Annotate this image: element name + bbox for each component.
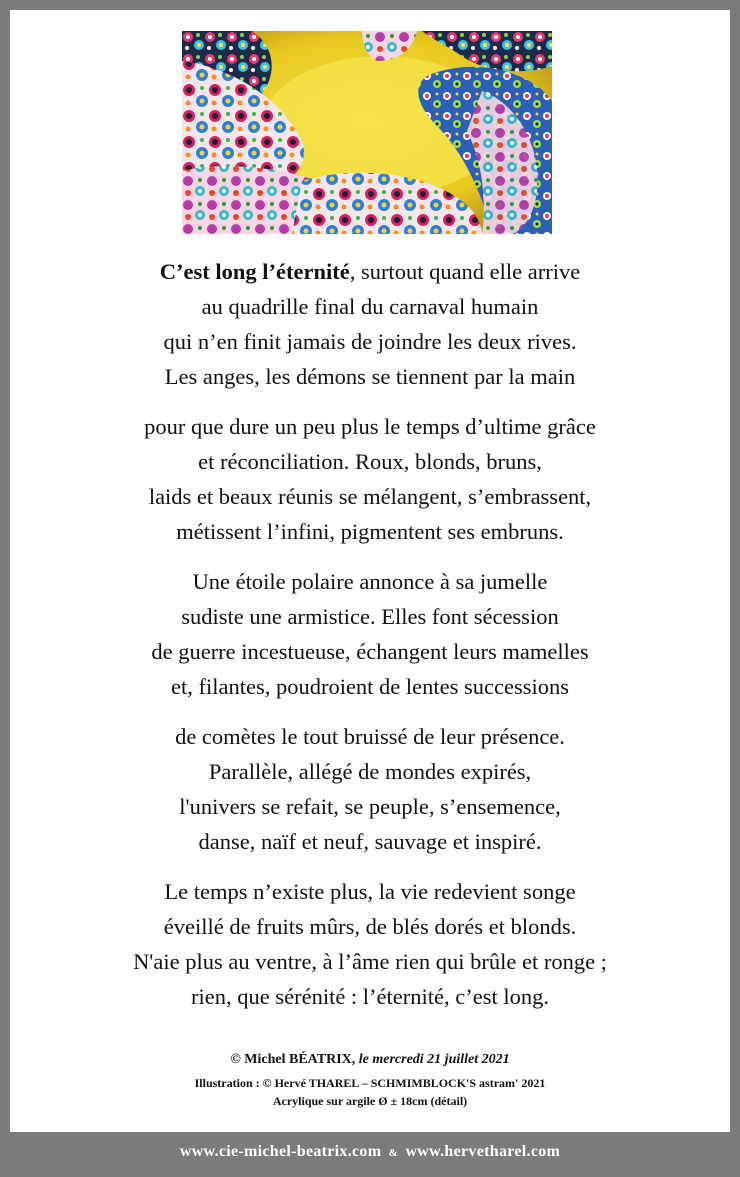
illustration-image — [182, 31, 552, 234]
credits — [10, 1050, 730, 1110]
poem-line: et, filantes, poudroient de lentes successions — [170, 674, 570, 699]
stanza-1 — [10, 254, 730, 394]
poem-line: danse, naïf et neuf, sauvage et inspiré. — [198, 829, 542, 854]
illustration-medium: Acrylique sur argile Ø ± 18cm (détail) — [272, 1094, 468, 1108]
poem-line: N'aie plus au ventre, à l’âme rien qui brûle et ronge ; — [133, 949, 607, 974]
ampersand: & — [388, 1147, 399, 1159]
poem-line: de comètes le tout bruissé de leur présence. — [175, 724, 565, 749]
poem-line: pour que dure un peu plus le temps d’ultime grâce — [144, 414, 596, 439]
poem-line: Le temps n’existe plus, la vie redevient songe — [164, 879, 576, 904]
poem-title-phrase: C’est long l’éternité — [159, 259, 350, 284]
stanza-3 — [10, 564, 730, 704]
poem-line: métissent l’infini, pigmentent ses embruns. — [176, 519, 564, 544]
poem-line-text: , surtout quand elle arrive — [349, 259, 581, 284]
poem-line: l'univers se refait, se peuple, s’ensemence, — [179, 794, 561, 819]
stanza-5 — [10, 874, 730, 1014]
author-signature — [10, 1050, 730, 1070]
stanza-2 — [10, 409, 730, 549]
poem-line: qui n’en finit jamais de joindre les deux rives. — [163, 329, 577, 354]
link-hervetharel[interactable]: www.hervetharel.com — [405, 1143, 561, 1160]
poem-card — [10, 10, 730, 1132]
poem-line: laids et beaux réunis se mélangent, s’embrassent, — [148, 484, 592, 509]
stanza-4 — [10, 719, 730, 859]
poem-line: de guerre incestueuse, échangent leurs mamelles — [151, 639, 589, 664]
poem-line: rien, que sérénité : l’éternité, c’est long. — [191, 984, 549, 1009]
poem-line: Les anges, les démons se tiennent par la main — [164, 364, 576, 389]
link-cie-michel-beatrix[interactable]: www.cie-michel-beatrix.com — [179, 1143, 382, 1160]
poem-line: sudiste une armistice. Elles font sécession — [181, 604, 559, 629]
poem-line: et réconciliation. Roux, blonds, bruns, — [198, 449, 542, 474]
poem-line: éveillé de fruits mûrs, de blés dorés et blonds. — [163, 914, 577, 939]
poem-line: au quadrille final du carnaval humain — [201, 294, 539, 319]
poem-line — [10, 254, 730, 289]
poem-line: Une étoile polaire annonce à sa jumelle — [192, 569, 548, 594]
poem-line: Parallèle, allégé de mondes expirés, — [208, 759, 532, 784]
illustration-author: Illustration : © Hervé THAREL – SCHMIMBLOCK'S astram' 2021 — [194, 1076, 546, 1090]
illustration-credit — [10, 1074, 730, 1110]
poem — [10, 254, 730, 1029]
footer — [0, 1132, 740, 1177]
poem-date: le mercredi 21 juillet 2021 — [358, 1052, 510, 1067]
author-name: © Michel BÉATRIX, — [230, 1052, 356, 1067]
